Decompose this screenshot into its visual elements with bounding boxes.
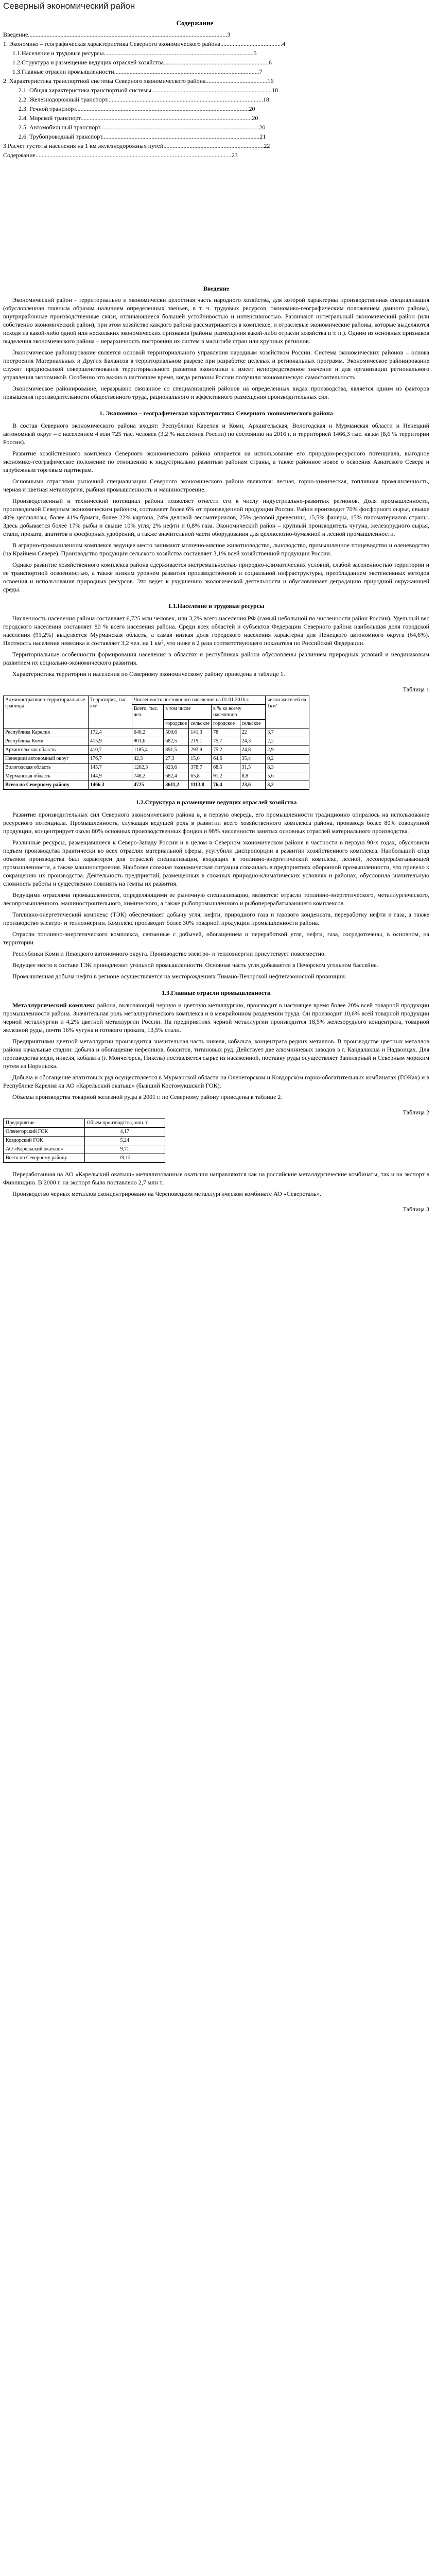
table-cell-name: Республика Карелия [4, 728, 89, 737]
table-cell-volume: 4,17 [84, 1128, 165, 1137]
toc-entry[interactable] [3, 39, 387, 48]
toc-leader: ................................................................. [163, 142, 264, 149]
table-cell-d: 5,6 [266, 772, 309, 781]
table-cell-all: 1185,4 [132, 746, 163, 755]
toc-entry-text: Введение [3, 31, 28, 38]
toc-entry-page: 23 [231, 151, 238, 159]
toc-leader: ............................................................................................................... [80, 114, 252, 122]
paragraph: Производство черных металлов сконцентрировано на Череповецком металлургическом комбинате АО «Северсталь». [12, 1190, 321, 1197]
table-cell-rural: 219,1 [189, 737, 212, 746]
paragraph: Различные ресурсы, размещавшиеся к Северо-Западу России и в целом в Северном экономическом районе в частности в первую 90-х годах, обусловили подъем производства практически во всех отраслях материальной сферы, усугубили диспропорции в развитии хозяйственного комплекса. Наибольший спад объемов производства был характерен для отраслей специализации, входящих в топливно-энергетический комплекс, лесной, лесоперерабатывающей промышленности, а также машиностроения. Наиболее сложная экономическая ситуация сложилась в предприятиях оборонной промышленности, что привело к сокращению их производства. Деятельность предприятий, размещенных в сложных природно-климатических условиях и районах, обусловила значительную сложность работы и существенно повлиять на темпы их развития. [3, 839, 429, 887]
t1-h-share: в % ко всему населению [212, 705, 266, 720]
table-cell-all: 1202,3 [132, 764, 163, 772]
section-1-1-paragraphs [3, 614, 429, 678]
t2-h-volume: Объем производства, млн. т [84, 1119, 165, 1128]
paragraph: Экономический район - территориально и экономически целостная часть народного хозяйства, для которой характерны производственная специализация (обусловленная главным образом наличием определенных звеньев, в т. ч. трудовых ресурсов, экономико-географическим положением данного района), внутрирайонные производственные связи, отличающиеся большей устойчивостью и интенсивностью. Различают интегральный экономический район (или собственно экономический район), при этом хозяйство каждого района рассматривается в комплексе, и отраслевые экономические районы, которые выделяются исходя из какой-либо одной или нескольких экономических признаков (районы размещения какой-либо отрасли хозяйства и т. п.). Одним из основных признаков выделения экономического района – иерархичность построения их систем в масштабе стран или крупных регионов. [3, 296, 429, 345]
section-1-1-heading: 1.1.Население и трудовые ресурсы [168, 602, 265, 609]
paragraph: Экономическое районирование является основой территориального управления народным хозяйством России. Система экономических районов – основа построения Материальных и Других Балансов в территориальном разрезе при разработке целевых и региональных программ. Экономическое районирование служит предпосылкой совершенствования территориального развития экономики и имеет непосредственное значение и для организации регионального управления экономикой. Особенно это важно в настоящее время, когда регионы России получили экономическую самостоятельность. [3, 349, 429, 381]
table-cell-company: Всего по Северному району [4, 1154, 85, 1163]
t1-h-rural: сельское [189, 720, 212, 728]
toc-entry-text: 2.1. Общая характеристика транспортной системы [19, 87, 152, 94]
section-1-3-paragraphs [3, 1037, 429, 1101]
toc-entry-text: 2.4. Морской транспорт [19, 114, 81, 122]
toc-entry-page: 20 [252, 114, 258, 122]
toc-entry[interactable] [3, 95, 387, 104]
paragraph: Республики Коми и Ненецкого автономного округа. Производство электро- и теплоэнергии присутствует повсеместно. [12, 950, 326, 957]
toc-entry[interactable] [3, 67, 387, 76]
toc-entry-page: 7 [259, 68, 263, 75]
toc-entry-text: 1.3.Главные отрасли промышленности [12, 68, 114, 75]
table-cell-company: Оленегорский ГОК [4, 1128, 85, 1137]
table-row [4, 781, 309, 790]
table-of-contents [3, 19, 387, 160]
table-cell-company: Ковдорский ГОК [4, 1137, 85, 1145]
toc-entry[interactable] [3, 150, 387, 160]
table-row [4, 728, 309, 737]
table-cell-name: Вологодская область [4, 764, 89, 772]
toc-leader: ................................................................................................. [103, 49, 254, 57]
toc-entry[interactable] [3, 76, 387, 86]
table-cell-rural: 65,8 [189, 772, 212, 781]
paragraph: Переработанная на АО «Карельский окатыш» металлизованные окатыши направляются как на российские металлургические комбинаты, так и на экспорт в Финляндию. В 2000 г. на экспорт было поставлено 2,7 млн т. [3, 1171, 429, 1186]
table-cell-territory: 172,4 [89, 728, 132, 737]
toc-entry[interactable] [3, 48, 387, 58]
paragraph: Численность населения района составляет 6,725 млн человек, или 3,2% всего населения РФ (самый небольшой по численности район России). Удельный вес городского населения составляет 80 % всего населения района. Среди всех областей и субъектов Федерации Северного района наибольшая доля городской населения (91,2%) выделяется Мурманская область, а самая низкая доля городского населения характерна для Ненецкого автономного округа (64,6%). Плотность населения невелика и составляет 3,2 чел. на 1 км², что ниже в 2 раза соответствующего показателя по Российской Федерации. [3, 615, 429, 647]
toc-entry-text: Содержание [3, 151, 36, 159]
table-1-body [4, 728, 309, 790]
table-cell-su: 64,6 [212, 755, 240, 764]
paragraph: Объемы производства товарной железной руды в 2001 г. по Северному району приведены в таблице 2. [12, 1093, 283, 1100]
paragraph: Ведущими отраслями промышленности, определяющими ее рыночную специализацию, являются: отрасли топливно-энергетического, металлургического, лесопромышленного, машиностроительного, химического, а также рыбопромышленного и рыбоперерабатывающего комплексов. [3, 891, 429, 907]
table-cell-su: 78 [212, 728, 240, 737]
table-cell-name: Республика Коми [4, 737, 89, 746]
table-cell-territory: 410,7 [89, 746, 132, 755]
table-cell-rural: 293,9 [189, 746, 212, 755]
table-2-body [4, 1128, 165, 1163]
toc-leader: ................................................................................................................ [76, 105, 249, 112]
paragraph: Производственный и технический потенциал района позволяет отнести его к числу индустриально-развитых регионов. Доля промышленности, производимой Северным экономическим районом, составляет более 6% от произведенной продукции России. Район производит 70% фосфорного сырья, свыше 40% целлюлозы, более 41% бумаги, более 22% картона, 24% деловой лесоматериалов, 25% деловой древесины, 15,5% фанеры, 15% пиломатериалов страны. Здесь добывается более 17% рыбы и свыше 10% угля, 2% нефти и 0,8% газа. Экономический район – крупный производитель чугуна, железорудного сырья, стали, проката, апатитов и фосфорных удобрений, а также значительной части оборудования для целлюлозно-бумажной и лесной промышленности. [3, 497, 429, 537]
toc-entry-text: 3.Расчет густоты населения на 1 км железнодорожных путей [3, 142, 164, 149]
table-row [4, 1128, 165, 1137]
table-cell-name: Всего по Северному району [4, 781, 89, 790]
table-cell-urban: 891,5 [164, 746, 189, 755]
table-cell-urban: 682,5 [164, 737, 189, 746]
table-row [4, 772, 309, 781]
toc-entry-page: 3 [227, 31, 231, 38]
table-cell-sr: 24,8 [240, 746, 266, 755]
paragraph: Основными отраслями рыночной специализации Северного экономического района являются: лесная, горно-химическая, топливная промышленность, черная и цветная металлургия, рыбная промышленность и машиностроение. [3, 478, 429, 493]
table-3-caption: Таблица 3 [403, 1206, 429, 1213]
intro-paragraphs [3, 296, 429, 401]
toc-entry-page: 4 [282, 40, 286, 47]
after-table-2-paragraphs [3, 1170, 429, 1198]
table-cell-d: 2,2 [266, 737, 309, 746]
table-cell-company: АО «Карельский окатыш» [4, 1145, 85, 1154]
table-2 [3, 1118, 165, 1163]
table-row [4, 737, 309, 746]
table-cell-su: 68,5 [212, 764, 240, 772]
toc-entry[interactable] [3, 141, 387, 150]
table-cell-sr: 22 [240, 728, 266, 737]
toc-entry-text: 1.2.Структура и размещение ведущих отраслей хозяйства [12, 59, 164, 66]
section-1-2-heading: 1.2.Структура и размещение ведущих отраслей хозяйства [135, 799, 297, 806]
toc-leader: ........................................ [205, 77, 268, 84]
toc-entry[interactable] [3, 104, 387, 113]
t1-h-subject: Административно-территориальные границы [4, 696, 89, 728]
table-cell-urban: 500,6 [164, 728, 189, 737]
toc-leader: ........................................ [220, 40, 283, 47]
toc-entry-page: 5 [253, 49, 257, 57]
toc-entry-text: 1. Экономико – географическая характеристика Северного экономического района [3, 40, 221, 47]
table-cell-name: Мурманская область [4, 772, 89, 781]
toc-leader: .............................................................................................. [114, 68, 259, 75]
table-2-caption: Таблица 2 [403, 1109, 429, 1116]
toc-leader: ....................................................................................................... [100, 124, 259, 131]
table-cell-all: 42,3 [132, 755, 163, 764]
table-cell-rural: 141,3 [189, 728, 212, 737]
table-cell-d: 0,2 [266, 755, 309, 764]
metallurgy-lead-paragraph [3, 1001, 429, 1034]
table-cell-d: 3,7 [266, 728, 309, 737]
table-cell-territory: 144,9 [89, 772, 132, 781]
table-cell-d: 8,3 [266, 764, 309, 772]
toc-leader: ............................................................................................................................... [35, 151, 232, 159]
toc-lines [3, 30, 387, 160]
toc-entry-text: 2.2. Железнодорожный транспорт [19, 96, 107, 103]
toc-entry[interactable] [3, 58, 387, 67]
table-cell-su: 75,2 [212, 746, 240, 755]
table-cell-territory: 176,7 [89, 755, 132, 764]
t1-h-share-rural: сельское [240, 720, 266, 728]
table-row [4, 1145, 165, 1154]
table-cell-rural: 378,7 [189, 764, 212, 772]
toc-entry-page: 18 [263, 96, 269, 103]
table-1 [3, 696, 309, 790]
t1-h-incl: в том числе [164, 705, 212, 720]
table-cell-su: 91,2 [212, 772, 240, 781]
table-cell-urban: 3611,2 [164, 781, 189, 790]
paragraph: Характеристика территории и населения по Северному экономическому району приведена в таблице 1. [12, 670, 285, 677]
toc-entry-page: 16 [267, 77, 274, 84]
table-cell-name: Ненецкий автономный округ [4, 755, 89, 764]
section-1-heading: 1. Экономико – географическая характеристика Северного экономического района [99, 410, 333, 417]
toc-entry[interactable] [3, 123, 387, 132]
table-cell-territory: 1466,3 [89, 781, 132, 790]
toc-entry-page: 22 [264, 142, 270, 149]
section-1-3-heading: 1.3.Главные отрасли промышленности [162, 989, 271, 996]
metallurgy-lead-text: района, включающий черную и цветную металлургию, производит в настоящее время более 20% всей товарной продукции промышленности района. Значительная роль металлургического комплекса и в межрайонном разделении труда. Он производит 10,6% всей товарной продукции черной металлургии и 4,2% цветной металлургии России. На предприятиях черной металлургии производится 18,5% железорудного концентрата, товарной железной руды, почти 16% чугуна и готового проката, 13,5% стали. [3, 1002, 429, 1033]
table-cell-urban: 27,3 [164, 755, 189, 764]
table-row [4, 755, 309, 764]
site-title: Северный экономический район [3, 1, 135, 11]
section-1-2-paragraphs [3, 810, 429, 980]
table-cell-rural: 1113,8 [189, 781, 212, 790]
paragraph: Развитие производительных сил Северного экономического района в, в первую очередь, его промышленности традиционно опиралось на использование ресурсного потенциала. Промышленность, служащая ведущей роль в развитии всего хозяйственного комплекса района, производя более 80% совокупной продукции, концентрирует около 80% основных производственных фондов и 98% численности занятых основных отраслей материального производства. [3, 811, 429, 835]
table-cell-volume: 5,24 [84, 1137, 165, 1145]
toc-leader: .................................................................... [163, 59, 269, 66]
table-cell-name: Архангельская область [4, 746, 89, 755]
table-cell-sr: 35,4 [240, 755, 266, 764]
toc-leader: ...................................................................................................... [102, 133, 260, 140]
paragraph: Промышленная добыча нефти в регионе осуществляется на месторождениях Тимано-Печорской нефтегазоносной провинции. [12, 973, 346, 980]
t1-h-urban: городское [164, 720, 189, 728]
table-row [4, 1154, 165, 1163]
table-cell-all: 748,2 [132, 772, 163, 781]
toc-entry-page: 6 [268, 59, 272, 66]
toc-entry[interactable] [3, 132, 387, 141]
toc-entry-page: 18 [272, 87, 278, 94]
table-cell-volume: 9,71 [84, 1145, 165, 1154]
table-cell-urban: 823,6 [164, 764, 189, 772]
t1-h-population: Численность постоянного населения на 01.01.2016 г. [132, 696, 266, 705]
toc-entry-page: 20 [259, 124, 266, 131]
toc-entry[interactable] [3, 86, 387, 95]
table-cell-urban: 682,4 [164, 772, 189, 781]
table-cell-sr: 8,8 [240, 772, 266, 781]
t1-h-density: число жителей на 1км² [266, 696, 309, 728]
intro-heading: Введение [203, 285, 230, 292]
table-cell-all: 640,2 [132, 728, 163, 737]
table-cell-d: 3,2 [266, 781, 309, 790]
table-cell-rural: 15,0 [189, 755, 212, 764]
toc-entry-text: 2.5. Автомобильный транспорт [19, 124, 100, 131]
table-cell-volume: 19,12 [84, 1154, 165, 1163]
toc-entry-text: 2.3. Речной транспорт [19, 105, 76, 112]
paragraph: Добыча и обогащение апатитовых руд осуществляется в Мурманской области на Оленегорском и Ковдорском горно-обогатительных комбинатах (ГОКах) и в Республике Карелия на АО «Карельский окатыш» (бывший Костомукшский ГОК). [3, 1074, 429, 1089]
toc-entry-text: 1.1.Население и трудовые ресурсы [12, 49, 104, 57]
table-cell-all: 4725 [132, 781, 163, 790]
toc-entry-page: 20 [249, 105, 255, 112]
paragraph: В аграрно-промышленном комплексе ведущее место занимают молочно-мясное животноводство, льноводство, промышленное птицеводство и оленеводство (на Крайнем Севере). Производство продукции сельского хозяйства составляет 3,1% всей хозяйственной продукции России. [3, 541, 429, 557]
toc-leader: .............................................................................. [151, 87, 272, 94]
paragraph: Топливно-энергетический комплекс (ТЭК) обеспечивает добычу угля, нефти, природного газа и газового конденсата, переработку нефти и газа, а также производство электро- и теплоэнергии. Комплекс производит более 30% товарной продукции промышленности района. [3, 911, 429, 926]
paragraph: Однако развитие хозяйственного комплекса района сдерживается экстремальностью природно-климатических условий, слабой засоленностью территории и ее транспортной освоенностью, а также низким уровнем развития производственной и социальной инфраструктуры, преобладанием экстенсивных методов освоения и использования природных ресурсов. Это ведет к ухудшению экологической деятельности и обусловливает деградацию природной окружающей среды. [3, 561, 429, 593]
table-cell-su: 76,4 [212, 781, 240, 790]
t2-h-company: Предприятие [4, 1119, 85, 1128]
table-cell-all: 901,6 [132, 737, 163, 746]
table-cell-sr: 31,5 [240, 764, 266, 772]
toc-entry[interactable] [3, 113, 387, 123]
toc-leader: ..................................................................................................... [107, 96, 263, 103]
section-1-paragraphs [3, 421, 429, 594]
paragraph: В состав Северного экономического района входят: Республики Карелия и Коми, Архангельская, Вологодская и Мурманская области и Ненецкий автономный округ – с населением 4 млн 725 тыс. человек (3,2 % населения России) по состоянию на 2016 г. и территорией 1466,3 тыс. кв.км (8,6 % территории России). [3, 422, 429, 446]
table-cell-su: 75,7 [212, 737, 240, 746]
t1-h-share-urban: городское [212, 720, 240, 728]
table-row [4, 764, 309, 772]
paragraph: Развитие хозяйственного комплекса Северного экономического района опирается на использование его природно-ресурсного потенциала, выгодное экономико-географическое положение по отношению к индустриально развитым районам страны, а также районное новое о освоения Азиатского Севера и зарубежным торговым партнерам. [3, 450, 429, 473]
toc-entry-page: 21 [259, 133, 266, 140]
table-1-caption: Таблица 1 [403, 686, 429, 693]
toc-leader: ................................................................................................................................. [28, 31, 228, 38]
paragraph: Отрасли топливно-энергетического комплекса, связанные с добычей, обогащением и переработкой угля, нефти, газа, сосредоточены, в основном, на территории [3, 930, 429, 946]
toc-entry-text: 2.6. Трубопроводный транспорт [19, 133, 102, 140]
t1-h-territory: Территория, тыс. км² [89, 696, 132, 728]
toc-entry-text: 2. Характеристика транспортной системы Северного экономического района [3, 77, 206, 84]
table-cell-sr: 24,3 [240, 737, 266, 746]
t1-h-all: Всего, тыс. чел. [132, 705, 163, 728]
paragraph: Предприятиями цветной металлургии производится значительная часть никеля, кобальта, концентрата редких металлов. В производстве цветных металлов района начальные стадии: добыча и обогащение нефелинов, бокситов, титановых руд. Действует две алюминиевых заводов в г. Кандалакша и Надвоицах. Для производства меди, никеля, кобальта (г. Мончегорск, Никель) поставляется сырье из насаженной, поставку руды осуществляет Заполярный и Северным морским путем из Норильска. [3, 1038, 429, 1070]
table-cell-d: 2,9 [266, 746, 309, 755]
table-row [4, 746, 309, 755]
paragraph: Ведущее место в составе ТЭК принадлежит угольной промышленности. Основная часть угля добывается в Печорском угольном бассейне. [12, 961, 378, 969]
toc-title: Содержание [176, 19, 214, 27]
toc-entry[interactable] [3, 30, 387, 39]
paragraph: Территориальные особенности формирования населения в областях и республиках района обусловлены различием природных условий и неодинаковым развитием их социально-экономического развития. [3, 651, 429, 666]
document-body [3, 278, 429, 1215]
metallurgy-lead-bold: Металлургический комплекс [12, 1002, 95, 1009]
table-row [4, 1137, 165, 1145]
table-cell-territory: 145,7 [89, 764, 132, 772]
table-cell-territory: 415,9 [89, 737, 132, 746]
paragraph: Экономическое районирование, неразрывно связанное со специализацией районов на определенных видах производства, является одним из факторов повышения производительности общественного труда, рационального и эффективного размещения производительных сил. [3, 385, 429, 400]
table-cell-sr: 23,6 [240, 781, 266, 790]
